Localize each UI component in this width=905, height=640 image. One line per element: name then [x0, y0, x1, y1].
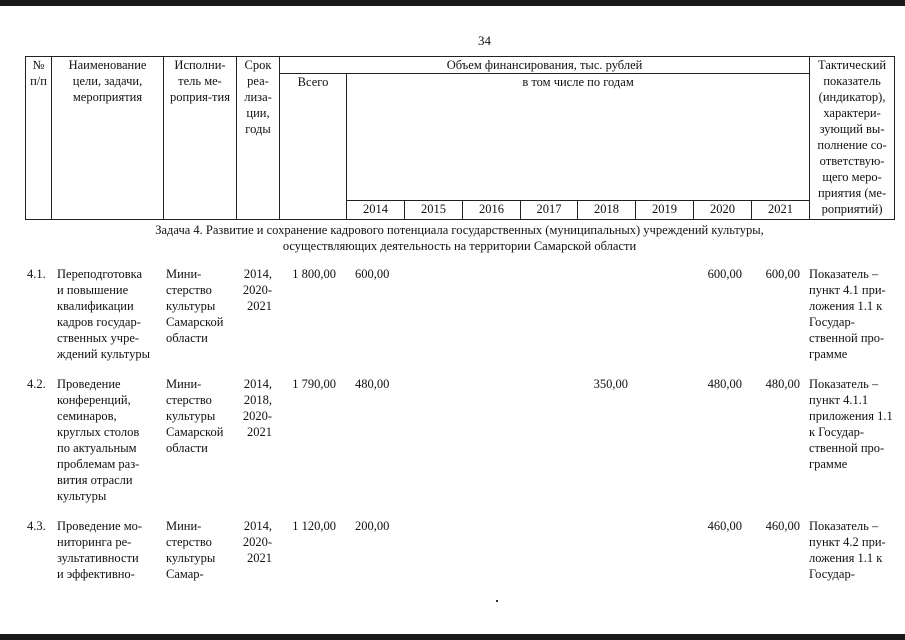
header-total: Всего: [280, 74, 347, 220]
header-year: 2015: [405, 201, 463, 220]
table-header: [25, 56, 895, 220]
header-year: 2017: [521, 201, 578, 220]
row-name: Проведение мо- ниторинга ре- зультативности и эффективно-: [57, 519, 143, 581]
header-by-years: в том числе по годам: [347, 74, 810, 201]
row-number: 4.2.: [27, 377, 46, 391]
header-name: Наименование цели, задачи, мероприятия: [52, 57, 164, 220]
header-year: 2014: [347, 201, 405, 220]
row-total: 1 790,00: [292, 377, 336, 391]
row-2018: 350,00: [593, 377, 628, 391]
row-2020: 460,00: [707, 519, 742, 533]
header-executor: Исполни-тель ме-роприя-тия: [164, 57, 237, 220]
header-year: 2020: [694, 201, 752, 220]
header-term: Срок реа-лиза-ции, годы: [237, 57, 280, 220]
header-year: 2021: [752, 201, 810, 220]
row-executor: Мини- стерство культуры Самар-: [166, 519, 216, 581]
row-2021: 460,00: [765, 519, 800, 533]
header-year: 2019: [636, 201, 694, 220]
row-term: 2014, 2020- 2021: [242, 519, 272, 565]
task-title-line1: Задача 4. Развитие и сохранение кадрового потенциала государственных (муниципальных) учреждений культуры,: [155, 223, 764, 237]
page-number: 34: [478, 33, 491, 48]
task-title-line2: осуществляющих деятельность на территории Самарской области: [282, 239, 637, 253]
bottom-border: [0, 634, 905, 640]
row-2021: 480,00: [765, 377, 800, 391]
row-indicator: Показатель – пункт 4.1.1 приложения 1.1 к Государ- ственной про- грамме: [809, 377, 893, 471]
header-num: № п/п: [26, 57, 52, 220]
header-funding: Объем финансирования, тыс. рублей: [280, 57, 810, 74]
row-name: Проведение конференций, семинаров, круглых столов по актуальным проблемам раз- вития отрасли культуры: [57, 377, 140, 503]
row-indicator: Показатель – пункт 4.2 при- ложения 1.1 к Государ-: [809, 519, 886, 581]
row-name: Переподготовка и повышение квалификации кадров государ- ственных учре- ждений культуры: [57, 267, 150, 361]
row-2014: 480,00: [355, 377, 390, 391]
header-indicator: Тактический показатель (индикатор), характери-зующий вы-полнение со-ответствую-щего меро-приятия (ме-роприятий): [810, 57, 895, 220]
row-executor: Мини- стерство культуры Самарской области: [166, 377, 224, 455]
scan-speck: [496, 600, 498, 602]
row-executor: Мини- стерство культуры Самарской области: [166, 267, 224, 345]
header-year: 2018: [578, 201, 636, 220]
row-term: 2014, 2018, 2020- 2021: [242, 377, 272, 439]
top-border: [0, 0, 905, 6]
row-indicator: Показатель – пункт 4.1 при- ложения 1.1 к Государ- ственной про- грамме: [809, 267, 886, 361]
row-2014: 600,00: [355, 267, 390, 281]
row-number: 4.1.: [27, 267, 46, 281]
row-term: 2014, 2020- 2021: [242, 267, 272, 313]
row-2021: 600,00: [765, 267, 800, 281]
row-2020: 480,00: [707, 377, 742, 391]
row-2014: 200,00: [355, 519, 390, 533]
row-2020: 600,00: [707, 267, 742, 281]
row-total: 1 120,00: [292, 519, 336, 533]
header-year: 2016: [463, 201, 521, 220]
row-total: 1 800,00: [292, 267, 336, 281]
row-number: 4.3.: [27, 519, 46, 533]
